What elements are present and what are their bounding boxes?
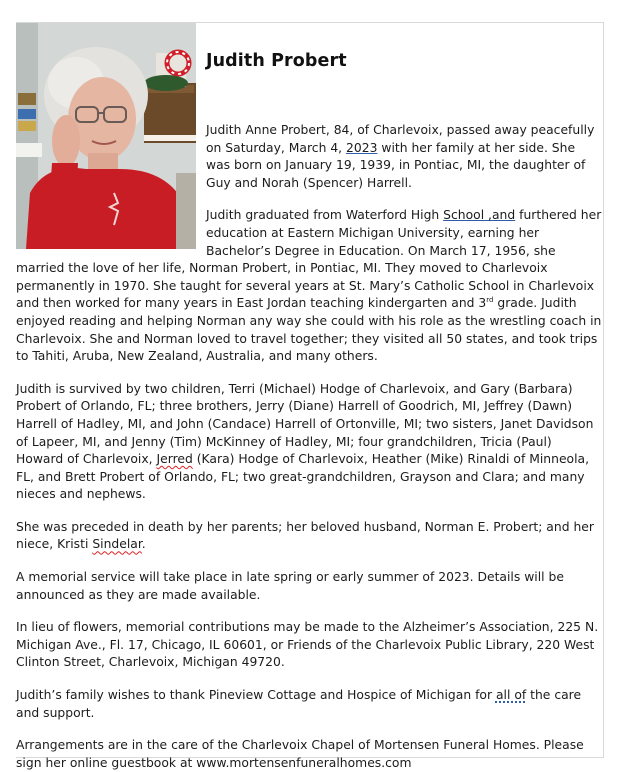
paragraph-birth-text-b: with her family at her side. She was born on January 19, 1939, in Pontiac, MI, the daughter of Guy and Norah (Spencer) Harrell. <box>206 140 586 190</box>
ordinal-suffix: rd <box>486 296 494 305</box>
paragraph-memorial: A memorial service will take place in late spring or early summer of 2023. Details will be announced as they are made available. <box>16 570 564 602</box>
obituary-title: Judith Probert <box>206 51 347 71</box>
paragraph-education-text-b: furthered her education at Eastern Michigan University, earning her Bachelor’s Degree in Education. On March 17, 1956, she married the love of her life, Norman Probert, in Pontiac, MI. They moved to Charlevoix permanently in 1970. She taught for several years at St. Mary’s Catholic School in Charlevoix and then worked for many years in East Jordan teaching kindergarten and 3 <box>16 208 602 311</box>
paragraph-thanks <box>16 687 602 722</box>
paragraph-arrangements: Arrangements are in the care of the Charlevoix Chapel of Mortensen Funeral Homes. Please sign her online guestbook at www.mortensenfuneralhomes.com <box>16 738 584 770</box>
paragraph-preceded-text-a: She was preceded in death by her parents; her beloved husband, Norman E. Probert; and her niece, Kristi <box>16 519 594 552</box>
year-word: 2023 <box>346 140 378 155</box>
jerred-word: Jerred <box>156 452 193 467</box>
paragraph-preceded-text-b: . <box>141 537 146 552</box>
sindelar-word: Sindelar <box>92 537 142 552</box>
paragraph-preceded <box>16 519 602 554</box>
obituary-page <box>16 22 604 770</box>
paragraph-survivors <box>16 381 602 504</box>
paragraph-thanks-text-b: the care and support. <box>16 688 582 720</box>
obituary-body <box>16 122 602 772</box>
paragraph-education-text-c: grade. Judith enjoyed reading and helping Norman any way she could with his role as the wrestling coach in Charlevoix. She and Norman loved to travel together; they visited all 50 states, and took trips to Tahiti, Aruba, New Zealand, Australia, and many others. <box>16 296 602 364</box>
paragraph-survivors-text-a: Judith is survived by two children, Terri (Michael) Hodge of Charlevoix, and Gary (Barbara) Probert of Orlando, FL; three brothers, Jerry (Diane) Harrell of Goodrich, MI, Jeffrey (Dawn) Harrell of Hadley, MI, and John (Candace) Harrell of Ortonville, MI; two sisters, Janet Davidson of Lapeer, MI, and Jenny (Tim) McKinney of Hadley, MI; four grandchildren, Tricia (Paul) Howard of Charlevoix, <box>16 381 594 467</box>
paragraph-contributions: In lieu of flowers, memorial contributions may be made to the Alzheimer’s Association, 225 N. Michigan Ave., Fl. 17, Chicago, IL 60601, or Friends of the Charlevoix Public Library, 220 West Clinton Street, Charlevoix, Michigan 49720. <box>16 620 599 670</box>
school-word: School ,and <box>443 208 516 223</box>
paragraph-birth-text-a: Judith Anne Probert, 84, of Charlevoix, passed away peacefully on Saturday, March 4, <box>206 123 595 155</box>
paragraph-education-text-a: Judith graduated from Waterford High <box>206 208 444 223</box>
photo-wrap-spacer <box>16 122 206 249</box>
paragraph-survivors-text-b: (Kara) Hodge of Charlevoix, Heather (Mike) Rinaldi of Minneola, FL, and Brett Probert of Orlando, FL; two great-grandchildren, Grayson and Clara; and many nieces and nephews. <box>16 452 590 502</box>
paragraph-thanks-text-a: Judith’s family wishes to thank Pineview Cottage and Hospice of Michigan for <box>16 688 496 703</box>
all-of-phrase: all of <box>495 688 527 703</box>
